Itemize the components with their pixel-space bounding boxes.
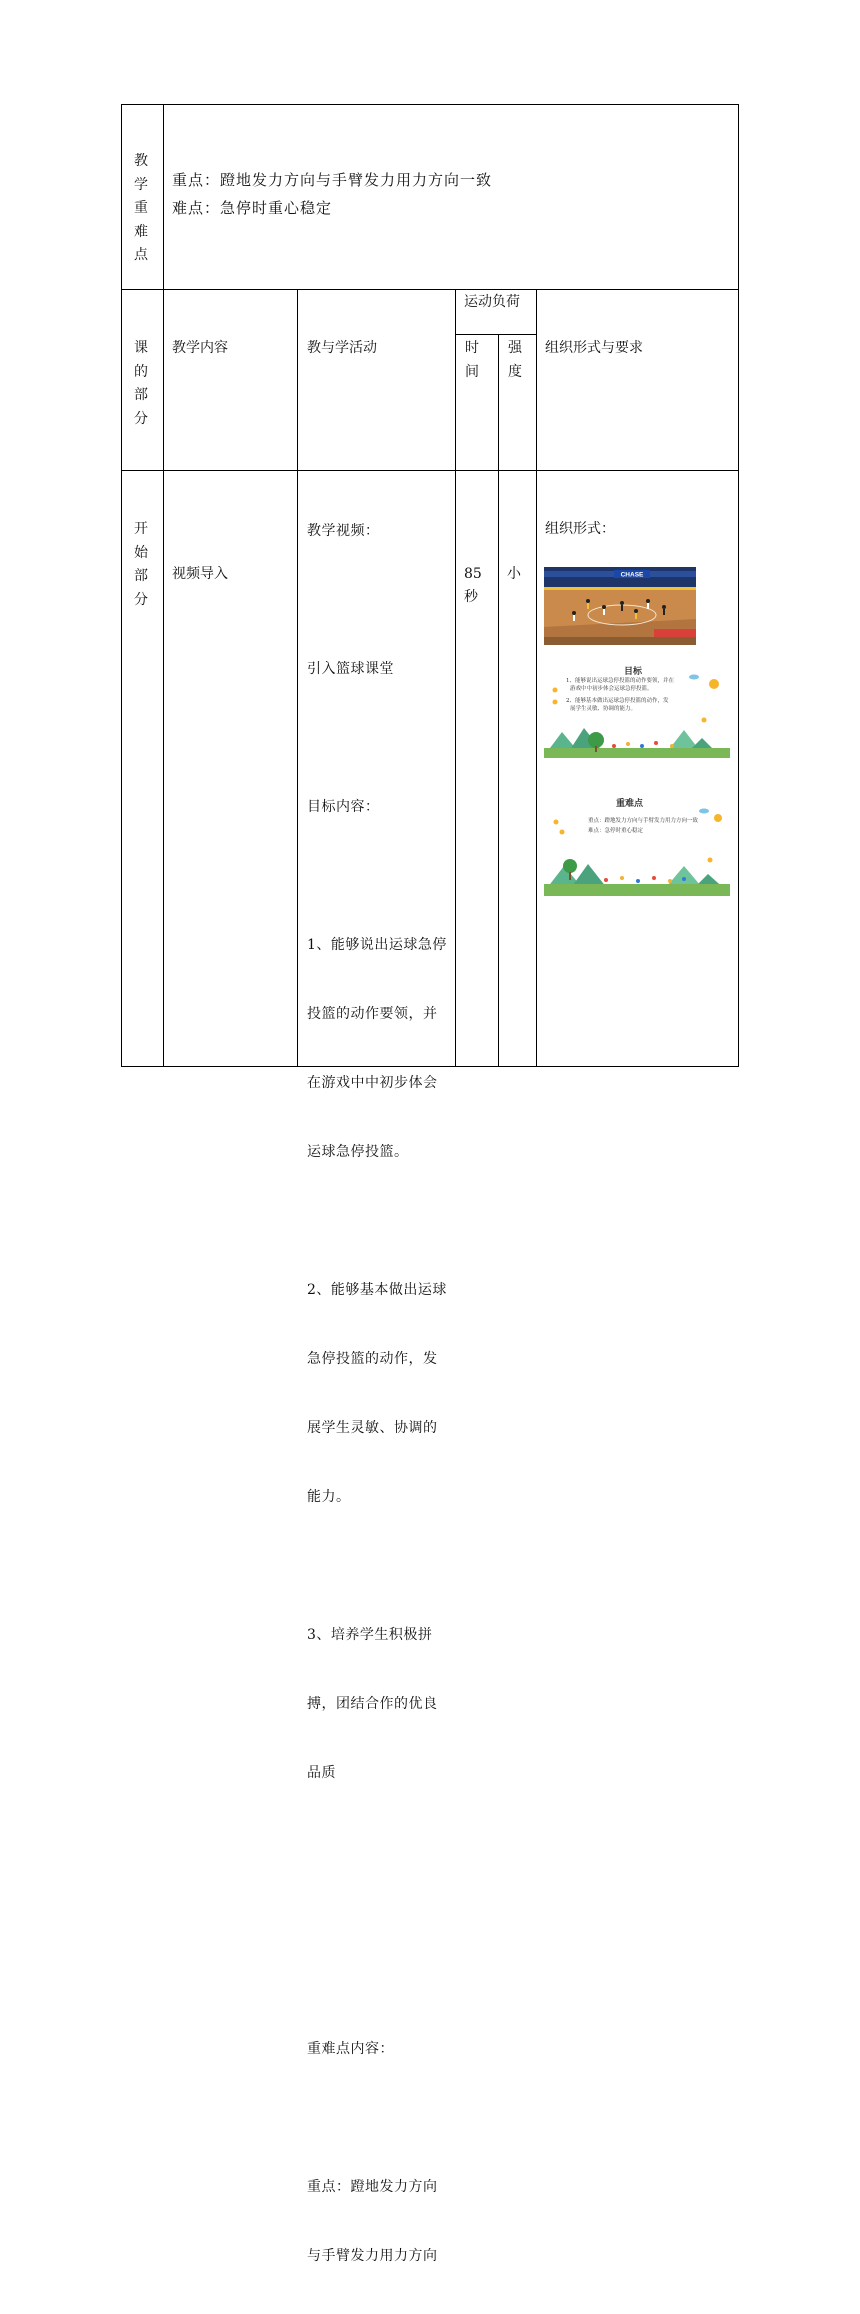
goals-slide-line: 1、能够说出运球急停投篮的动作要领，并在 [566, 678, 675, 684]
header-char: 教 [134, 153, 148, 169]
header-char: 分 [134, 410, 148, 427]
table-border-right [738, 104, 739, 1067]
activity-line [307, 1969, 451, 1992]
court-illustration [544, 567, 696, 645]
content-header: 教学内容 [172, 340, 228, 356]
lightbulb-icon [560, 830, 565, 835]
time-number: 85 [464, 566, 482, 582]
activity-line [307, 865, 451, 888]
lightbulb-icon [553, 688, 558, 693]
sun-icon [714, 814, 722, 822]
col-line-load [536, 289, 537, 1067]
activity-line: 目标内容： [307, 799, 380, 815]
basketball-video-image [544, 567, 696, 645]
table-border-top [121, 104, 739, 105]
intensity-value: 小 [507, 566, 521, 582]
lightbulb-icon [702, 718, 707, 723]
time-unit: 秒 [464, 589, 478, 605]
activity-column [307, 474, 451, 2314]
col-line-section [163, 104, 164, 1067]
header-char: 强 [508, 340, 522, 356]
activity-line [307, 1831, 451, 1854]
col-line-content [297, 289, 298, 1067]
activity-line: 教学视频： [307, 523, 380, 539]
goals-slide-line: 展学生灵敏、协调的能力。 [570, 706, 637, 712]
activity-line [307, 589, 451, 612]
goals-slide-line: 2、能够基本做出运球急停投篮的动作，发 [566, 698, 669, 704]
lightbulb-icon [553, 700, 558, 705]
keypoints-slide-scenery [544, 794, 730, 896]
activity-line: 重难点内容： [307, 2041, 394, 2057]
col-line-time [498, 334, 499, 1067]
load-header: 运动负荷 [464, 294, 520, 310]
load-divider [455, 334, 536, 335]
goals-slide-image [544, 660, 730, 758]
header-char: 学 [134, 176, 148, 193]
section-char: 开 [134, 521, 148, 537]
section-char: 部 [134, 568, 148, 584]
header-char: 部 [134, 387, 148, 403]
header-char: 课 [134, 340, 148, 356]
activity-line: 2、能够基本做出运球 [307, 1282, 447, 1298]
header-char: 度 [508, 363, 522, 380]
activity-header: 教与学活动 [307, 340, 377, 356]
header-char: 的 [134, 363, 148, 380]
activity-line [307, 727, 451, 750]
table-divider-1 [121, 289, 739, 290]
difficulty-text: 难点：急停时重心稳定 [172, 199, 333, 217]
lightbulb-icon [554, 820, 559, 825]
content-video-intro: 视频导入 [172, 566, 228, 582]
section-char: 分 [134, 591, 148, 608]
goals-slide-line: 游戏中中初步体会运球急停投篮。 [570, 686, 653, 692]
header-char: 点 [134, 247, 148, 263]
section-header [131, 337, 151, 431]
activity-line: 1、能够说出运球急停 [307, 937, 447, 953]
section-char: 始 [134, 544, 148, 561]
goals-slide-scenery [544, 660, 730, 758]
sun-icon [709, 679, 719, 689]
header-char: 间 [465, 363, 479, 380]
header-char: 重 [134, 200, 148, 216]
activity-line: 能力。 [307, 1489, 351, 1505]
activity-line: 引入篮球课堂 [307, 661, 394, 677]
start-section-label [131, 518, 151, 612]
lightbulb-icon [708, 858, 713, 863]
keypoints-slide-line: 重点：蹬地发力方向与手臂发力用力方向一致 [588, 818, 699, 824]
activity-line: 搏，团结合作的优良 [307, 1696, 438, 1712]
activity-line: 与手臂发力用力方向 [307, 2248, 438, 2264]
activity-line: 运球急停投篮。 [307, 1144, 409, 1160]
cloud-icon [699, 809, 709, 814]
key-point-text: 重点：蹬地发力方向与手臂发力用力方向一致 [172, 171, 493, 189]
activity-line [307, 1555, 451, 1578]
organization-header: 组织形式与要求 [545, 340, 643, 356]
activity-line: 在游戏中中初步体会 [307, 1075, 438, 1091]
court-banner-text: CHASE [620, 571, 644, 579]
activity-line: 品质 [307, 1765, 336, 1781]
cloud-icon [689, 675, 699, 680]
activity-line: 展学生灵敏、协调的 [307, 1420, 438, 1436]
col-line-activity [455, 289, 456, 1067]
header-char: 难 [134, 223, 148, 240]
table-divider-2 [121, 470, 739, 471]
organization-label: 组织形式： [545, 521, 615, 537]
header-char: 时 [465, 340, 479, 356]
activity-line: 急停投篮的动作，发 [307, 1351, 438, 1367]
keypoints-slide-line: 难点：急停时重心稳定 [588, 828, 644, 834]
key-points-header [131, 150, 151, 268]
goals-slide-title: 目标 [624, 667, 643, 677]
keypoints-slide-image [544, 794, 730, 896]
intensity-header [505, 337, 525, 384]
table-border-left [121, 104, 122, 1067]
time-header [462, 337, 482, 384]
activity-line: 投篮的动作要领，并 [307, 1006, 438, 1022]
activity-line: 重点：蹬地发力方向 [307, 2179, 438, 2195]
activity-line [307, 2107, 451, 2130]
activity-line [307, 1900, 451, 1923]
time-value [464, 563, 482, 609]
activity-line [307, 1210, 451, 1233]
activity-line: 3、培养学生积极拼 [307, 1627, 433, 1643]
keypoints-slide-title: 重难点 [616, 799, 644, 809]
